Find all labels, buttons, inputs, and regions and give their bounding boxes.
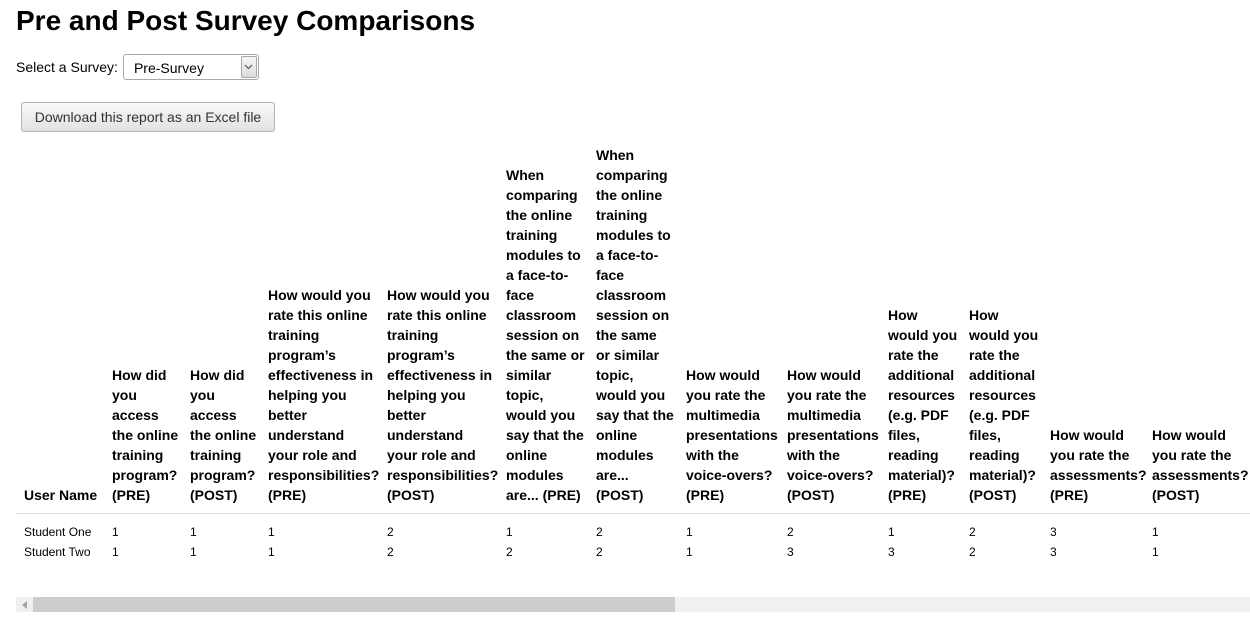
column-header: When comparing the online training modules to a face-to-face classroom session on the same or similar topic, would you say that the online modules are... (POST) <box>596 145 686 514</box>
table-cell: 1 <box>1152 545 1159 559</box>
table-cell: 1 <box>268 545 275 559</box>
column-header: How would you rate the assessments? (POST) <box>1152 145 1250 514</box>
table-cell: 3 <box>1050 525 1057 539</box>
table-cell: 1 <box>1152 525 1159 539</box>
table-row <box>16 542 1250 562</box>
table-cell: 2 <box>506 545 513 559</box>
table-row <box>16 514 1250 543</box>
table-cell: 2 <box>969 545 976 559</box>
scrollbar-thumb[interactable] <box>33 597 675 612</box>
table-cell: 1 <box>686 545 693 559</box>
table-cell: 1 <box>888 525 895 539</box>
table-cell: 2 <box>969 525 976 539</box>
column-header: How would you rate the assessments? (PRE) <box>1050 145 1152 514</box>
horizontal-scrollbar[interactable] <box>16 597 1250 612</box>
survey-select-value: Pre-Survey <box>133 60 204 76</box>
column-header: When comparing the online training modules to a face-to-face classroom session on the same or similar topic, would you say that the online modules are... (PRE) <box>506 145 596 514</box>
table-header-row <box>16 145 1250 514</box>
chevron-down-icon[interactable] <box>241 56 257 78</box>
survey-select-label: Select a Survey: <box>16 59 118 75</box>
table-cell: 3 <box>1050 545 1057 559</box>
report-table <box>16 145 1250 562</box>
table-cell: 2 <box>387 545 394 559</box>
table-cell-user-name: Student One <box>24 525 92 539</box>
column-header: How would you rate this online training program’s effectiveness in helping you better understand your role and responsibilities? (PRE) <box>268 145 387 514</box>
page-title: Pre and Post Survey Comparisons <box>16 5 476 36</box>
table-cell: 1 <box>190 525 197 539</box>
column-header: How would you rate the additional resources (e.g. PDF files, reading material)? (PRE) <box>888 145 969 514</box>
survey-select[interactable] <box>123 54 259 80</box>
table-cell: 3 <box>888 545 895 559</box>
column-header: How would you rate the multimedia presentations with the voice-overs? (POST) <box>787 145 888 514</box>
table-cell: 2 <box>596 525 603 539</box>
table-cell: 3 <box>787 545 794 559</box>
download-excel-button[interactable]: Download this report as an Excel file <box>21 102 275 132</box>
table-cell: 1 <box>268 525 275 539</box>
column-header: How would you rate the additional resources (e.g. PDF files, reading material)? (POST) <box>969 145 1050 514</box>
table-cell: 1 <box>506 525 513 539</box>
table-cell: 1 <box>190 545 197 559</box>
survey-selector-row <box>16 53 259 81</box>
column-header: How would you rate the multimedia presentations with the voice-overs? (PRE) <box>686 145 787 514</box>
column-header: How did you access the online training program? (PRE) <box>112 145 190 514</box>
table-cell: 1 <box>112 545 119 559</box>
table-cell: 1 <box>112 525 119 539</box>
triangle-left-icon[interactable] <box>16 597 33 612</box>
table-cell: 2 <box>596 545 603 559</box>
column-header-user-name: User Name <box>16 145 112 514</box>
table-cell: 2 <box>387 525 394 539</box>
column-header: How did you access the online training program? (POST) <box>190 145 268 514</box>
report-table-container <box>16 145 1250 585</box>
table-cell: 2 <box>787 525 794 539</box>
column-header: How would you rate this online training program’s effectiveness in helping you better understand your role and responsibilities? (POST) <box>387 145 506 514</box>
table-cell: 1 <box>686 525 693 539</box>
table-cell-user-name: Student Two <box>24 545 91 559</box>
